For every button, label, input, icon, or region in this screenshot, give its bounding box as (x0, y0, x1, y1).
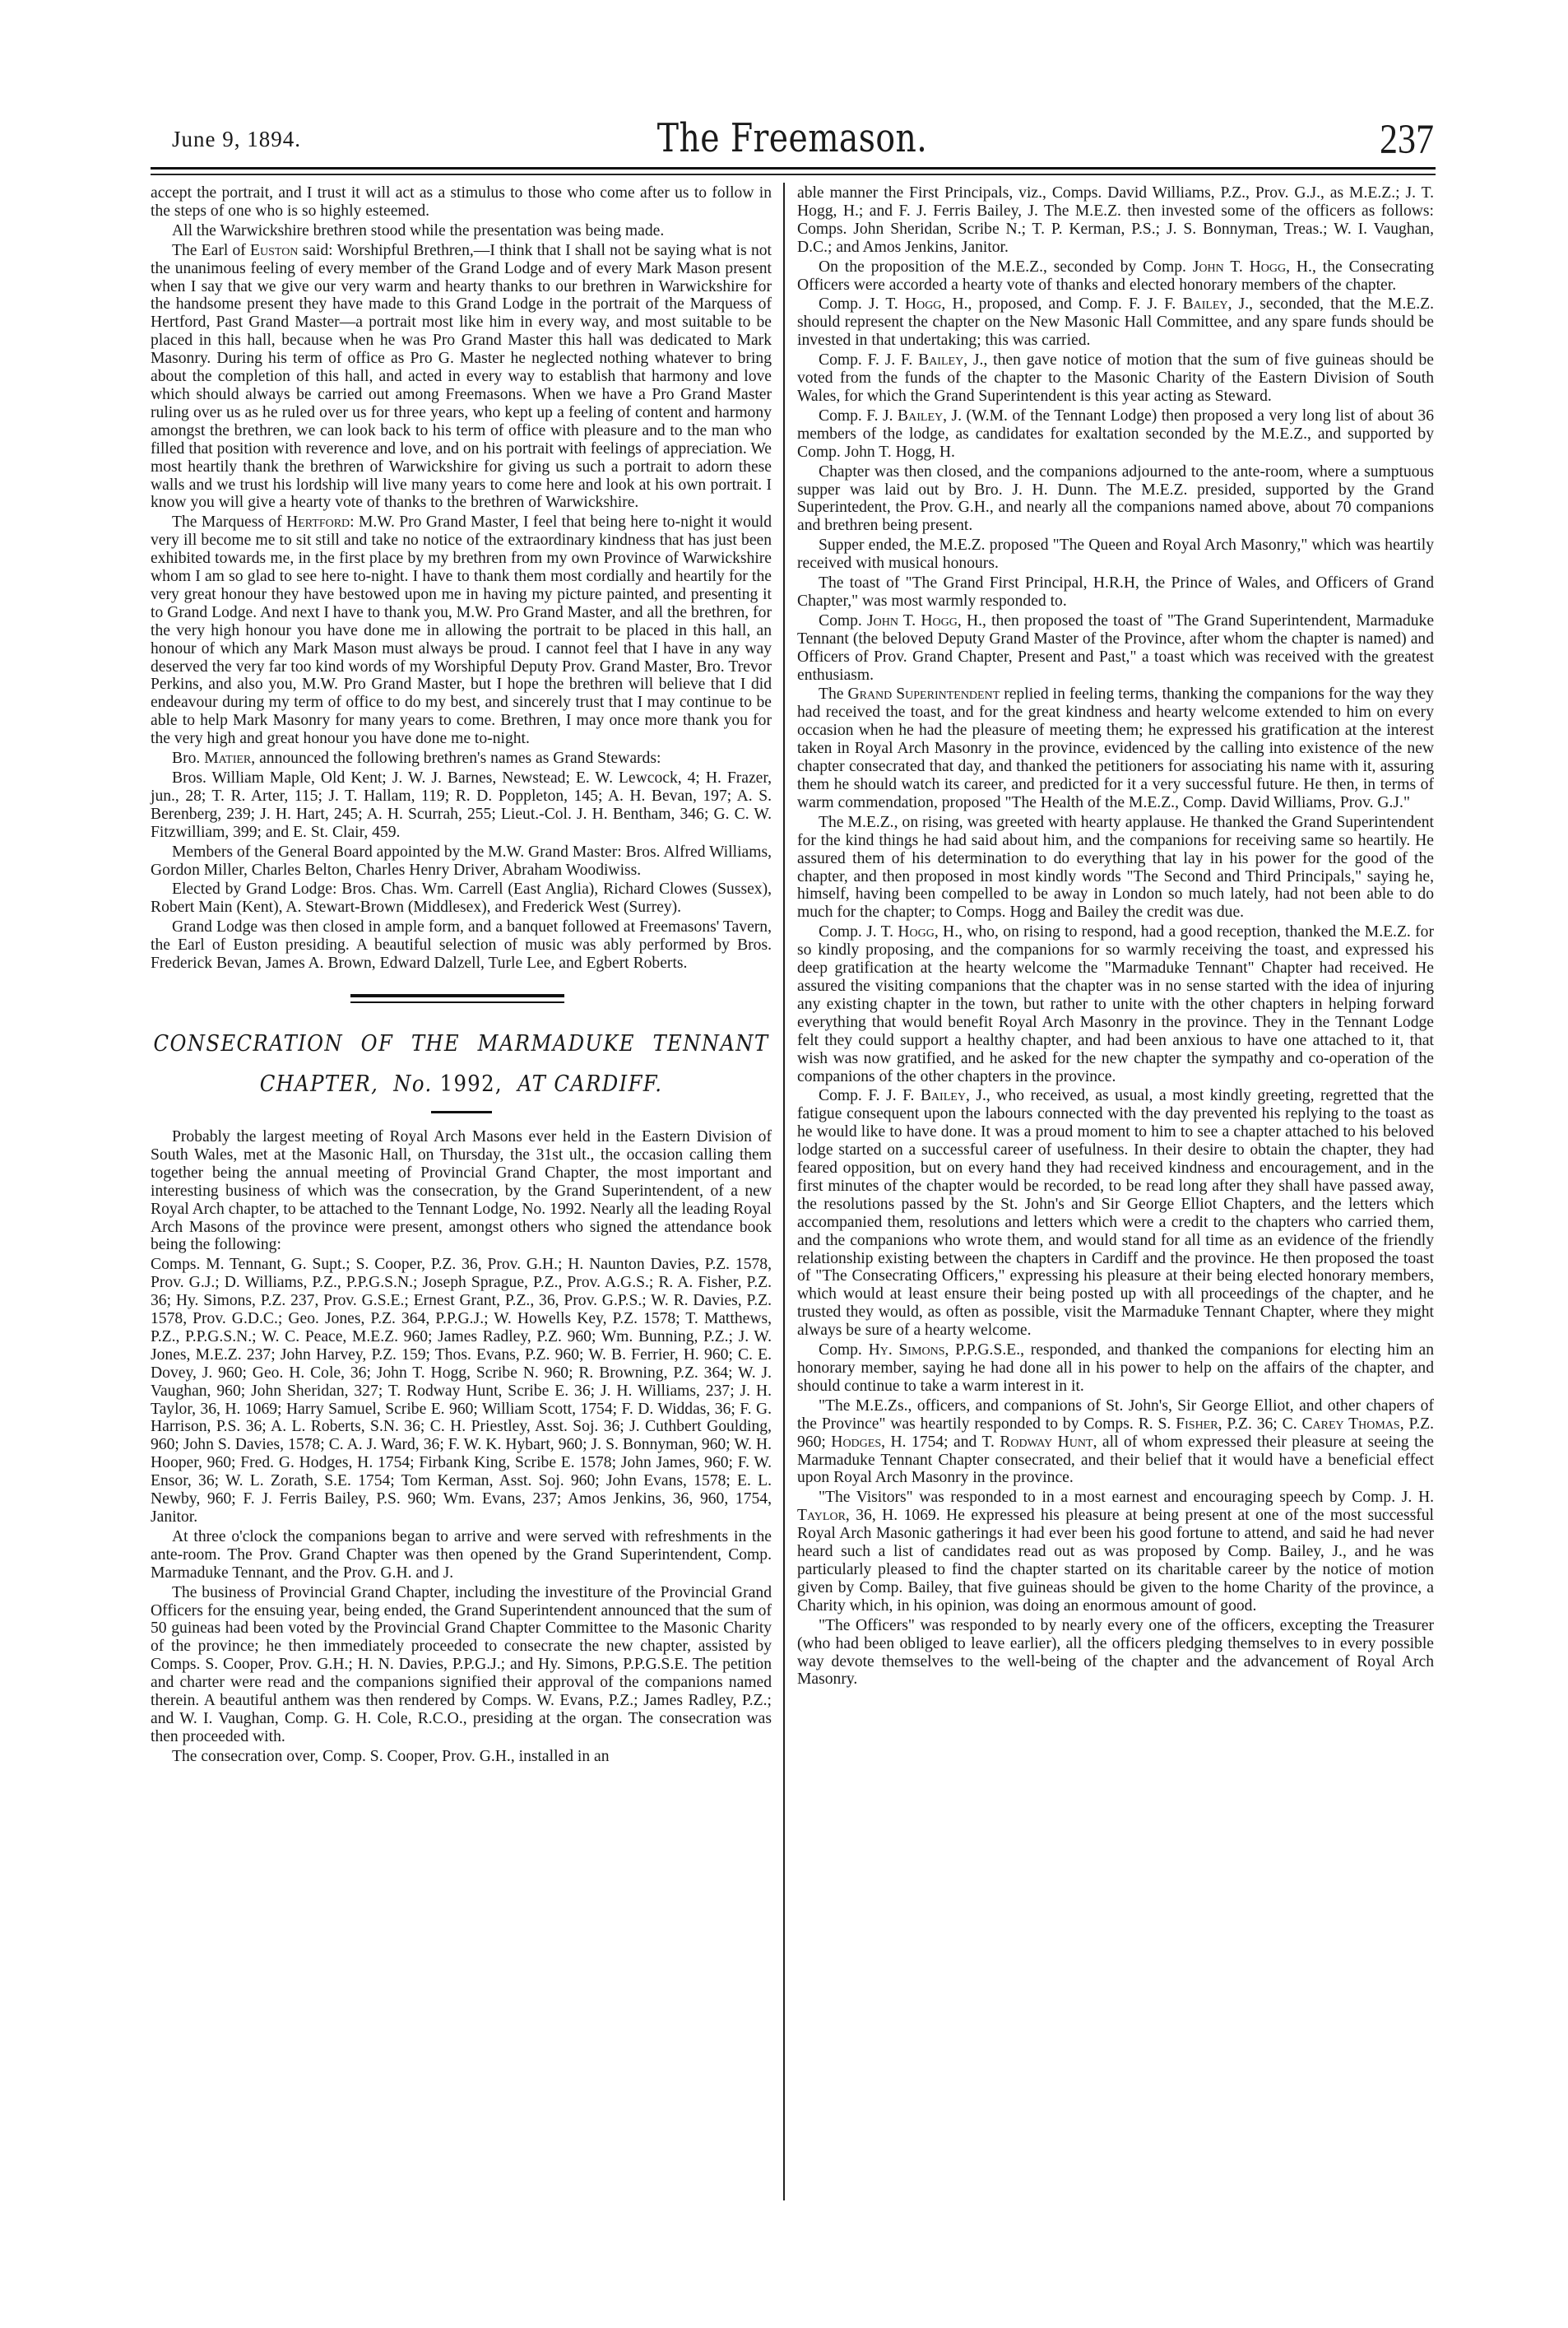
speaker-name: Hogg (898, 923, 935, 941)
paragraph-text: Comp. F. J. F. (819, 351, 919, 369)
paragraph-text: , H. 1754; and T. (881, 1433, 1000, 1451)
speaker-name: Bailey (918, 351, 964, 369)
paragraph (151, 843, 772, 880)
section-break (151, 974, 772, 1024)
paragraph (797, 1489, 1434, 1615)
paragraph-text: The Marquess of (172, 513, 287, 532)
speaker-name: John T. Hogg (1192, 258, 1287, 276)
paragraph-text: Members of the General Board appointed by the M.W. Grand Master: Bros. Alfred Williams, Gordon Miller, Charles Belton, Charles Henry Driver, Abraham Woodiwiss. (151, 843, 772, 879)
paragraph (797, 574, 1434, 611)
publication-title: The Freemason. (656, 115, 928, 161)
paragraph-text: Bro. (172, 750, 205, 768)
paragraph (797, 463, 1434, 536)
paragraph-text: , H., the Consecrating Officers were accorded a hearty vote of thanks and elected honorary members of the chapter. (797, 258, 1434, 294)
paragraph-text: , H., then proposed the toast of "The Grand Superintendent, Marmaduke Tennant (the beloved Deputy Grand Master of the Province, after whom the chapter is named) and Officers of Prov. Grand Chapter, Present and Past," a toast which was received with the greatest enthusiasm. (797, 611, 1435, 684)
paragraph-text: , P.Z. 960; (797, 1415, 1434, 1451)
paragraph (151, 1748, 772, 1766)
masthead (151, 115, 1434, 173)
speaker-name: Grand Superintendent (847, 685, 1000, 704)
speaker-name: Taylor (797, 1507, 846, 1525)
consecration-article-continuation (797, 184, 1434, 1689)
paragraph-text: , J., then gave notice of motion that the sum of five guineas should be voted from the funds of the chapter to the Masonic Charity of the Eastern Division of South Wales, for which the Grand Superintendent is this year acting as Steward. (797, 351, 1435, 405)
paragraph (151, 1256, 772, 1526)
speaker-name: Bailey (898, 407, 944, 425)
paragraph-text: The consecration over, Comp. S. Cooper, Prov. G.H., installed in an (172, 1747, 610, 1765)
article-heading-line-2: CHAPTER, No. 1992, AT CARDIFF. (259, 1071, 663, 1097)
paragraph-text: Grand Lodge was then closed in ample form, and a banquet followed at Freemasons' Tavern, the Earl of Euston presiding. A beautiful selection of music was ably performed by Bros. Frederick Bevan, James A. Brown, Edward Dalzell, Turle Lee, and Egbert Roberts. (151, 918, 772, 973)
speaker-name: Bailey (920, 1087, 966, 1105)
article-heading (154, 1024, 769, 1104)
paragraph (797, 407, 1434, 462)
paragraph-text: , J., seconded, that the M.E.Z. should represent the chapter on the New Masonic Hall Committee, and any spare funds should be invested in that undertaking; this was carried. (797, 295, 1434, 350)
heading-short-rule (431, 1111, 492, 1113)
paragraph-text: Comps. M. Tennant, G. Supt.; S. Cooper, P.Z. 36, Prov. G.H.; H. Naunton Davies, P.Z. 1578, Prov. G.J.; D. Williams, P.Z., P.P.G.S.N.; Joseph Sprague, P.Z., Prov. A.G.S.; R. A. Fisher, P.Z. 36; Hy. Simons, P.Z. 237, Prov. G.S.E.; Ernest Grant, P.Z., 36, Prov. G.P.S.; W. R. Davies, P.Z. 1578, Prov. G.D.C.; Geo. Jones, P.Z. 364, P.P.G.J.; W. Howells Key, P.Z. 1578; T. Matthews, P.Z., P.P.G.S.N.; W. C. Peace, M.E.Z. 960; James Radley, P.Z. 960; Wm. Bunning, P.Z.; J. W. Jones, M.E.Z. 237; John Harvey, P.Z. 159; Thos. Evans, P.Z. 960; W. B. Ferrier, H. 960; C. E. Dovey, J. 960; Geo. H. Cole, 36; John T. Hogg, Scribe N. 960; R. Browning, P.Z. 364; W. J. Vaughan, 960; John Sheridan, 327; T. Rodway Hunt, Scribe E. 36; J. H. Williams, 237; J. H. Taylor, 36, H. 1069; Harry Samuel, Scribe E. 960; William Scott, 1754; F. D. Widdas, 36; F. G. Harrison, P.S. 36; A. L. Roberts, S.N. 36; C. H. Priestley, Asst. Soj. 36; J. Cuthbert Goulding, 960; John S. Davies, 1578; C. A. J. Ward, 36; F. W. K. Hybart, 960; J. S. Bonnyman, 960; W. H. Hooper, 960; Fred. G. Hodges, H. 1754; Firbank King, Scribe E. 1578; John James, 960; F. W. Ensor, 36; W. L. Zorath, S.E. 1754; Tom Kerman, Asst. Soj. 960; John Evans, 1578; E. L. Newby, 960; F. J. Ferris Bailey, P.S. 960; Wm. Evans, 237; Amos Jenkins, 36, 960, 1754, Janitor. (151, 1256, 772, 1526)
paragraph-text: The toast of "The Grand First Principal, H.R.H, the Prince of Wales, and Officers of Grand Chapter," was most warmly responded to. (797, 574, 1434, 610)
speaker-name: Hy. Simons (868, 1341, 945, 1359)
paragraph (797, 612, 1434, 685)
paragraph-text: All the Warwickshire brethren stood while the presentation was being made. (172, 221, 665, 239)
paragraph (797, 1087, 1434, 1340)
paragraph-text: Comp. (819, 611, 867, 630)
paragraph-text: : M.W. Pro Grand Master, I feel that being here to-night it would very ill become me to sit still and take no notice of the extraordinary kindness that has just been exhibited towards me, in the first place by my brethren from my own Province of Warwickshire whom I am so glad to see here to-night. I have to thank them most cordially and heartily for the very great honour they have bestowed upon me in having my picture painted, and presenting it to Grand Lodge. And next I have to thank you, M.W. Pro Grand Master, and all the brethren, for the very high honour you have done me in allowing the portrait to be placed in this hall, an honour of which any Mark Mason must always be proud. I cannot feel that I have in any way deserved the very far too kind words of my Worshipful Deputy Prov. Grand Master, Bro. Trevor Perkins, and also you, M.W. Pro Grand Master, but I hope the brethren will believe that I did endeavour during my term of office to do my best, and sincerely trust that I may continue to be able to help Mark Masonry for many years to come. Brethren, I may once more thank you for the very high and great honour you have done me to-night. (151, 513, 772, 748)
article-heading-line-1: CONSECRATION OF THE MARMADUKE TENNANT (153, 1030, 769, 1057)
paragraph-text: , J., who received, as usual, a most kindly greeting, regretted that the fatigue consequent upon the labours connected with the day prevented his replying to the toast as he would like to have done. It was a proud moment to him to see a chapter attached to his beloved lodge started on a successful career of usefulness. In their desire to obtain the chapter, they had feared opposition, but on every hand they had received kindness and encouragement, and in the first minutes of the chapter would be recorded, to be read long after they shall have passed away, the resolutions passed by the St. John's and Sir George Elliot Chapters, and the letters which accompanied them, resolutions and letters which were a credit to the chapters who carried them, and the companions who wrote them, and would stand for all time as an evidence of the friendly relationship existing between the chapters in Cardiff and the province. He then proposed the toast of "The Consecrating Officers," expressing his pleasure at their being elected honorary members, which would at least ensure their being posted up with all proceedings of the chapter, and he trusted they would, as often as possible, visit the Marmaduke Tennant Chapter, where they might always be sure of a hearty welcome. (797, 1087, 1434, 1340)
speaker-name: Rodway Hunt (1000, 1433, 1093, 1451)
paragraph-text: , 36, H. 1069. He expressed his pleasure at being present at one of the most successful Royal Arch Masonic gatherings it had ever been his good fortune to attend, and said he had never heard such a list of candidates read out as was proposed by Comp. Bailey, J., and he was particularly pleased to find the chapter started on its charitable career by the notice of motion given by Comp. Bailey, that five guineas should be given to the home Charity of the province, a Charity which, in his opinion, was doing an enormous amount of good. (797, 1507, 1434, 1615)
paragraph (151, 513, 772, 748)
paragraph (797, 351, 1434, 406)
paragraph-text: "The M.E.Zs., officers, and companions of St. John's, Sir George Elliot, and other chapers of the Province" was heartily responded to by Comps. R. S. (797, 1396, 1434, 1433)
paragraph (151, 222, 772, 240)
paragraph (797, 814, 1434, 922)
paragraph-text: , P.P.G.S.E., responded, and thanked the companions for electing him an honorary member, saying he had done all in his power to help on the affairs of the chapter, and should continue to take a warm interest in it. (797, 1341, 1434, 1395)
page-number: 237 (1380, 116, 1434, 163)
paragraph-text: Comp. J. T. (819, 295, 905, 314)
paragraph (797, 1341, 1434, 1396)
left-column (151, 184, 772, 1768)
masthead-rule-thick (151, 167, 1436, 170)
paragraph (151, 881, 772, 917)
paragraph-text: said: Worshipful Brethren,—I think that I shall not be saying what is not the unanimous feeling of every member of the Grand Lodge and of every Mark Mason present when I say that we give our very warm and hearty thanks to our brethren in Warwickshire for the handsome present they have made to this Grand Lodge in the portrait of the Marquess of Hertford, Past Grand Master—a portrait most like him in every way, and most suitable to be placed in this hall, because when he was Pro Grand Master this hall was dedicated to Mark Masonry. During his term of office as Pro G. Master he neglected nothing whatever to bring about the completion of this hall, and acted in every way to establish that harmony and love which should always be carried out among Freemasons. When we have a Pro Grand Master ruling over us as he ruled over us for three years, who kept up a feeling of content and harmony amongst the brethren, we can look back to his term of office with pleasure and to the man who filled that position with reverence and love, and on his portrait with feelings of appreciation. We most heartily thank the brethren of Warwickshire for giving us such a portrait to adorn these walls and we trust his lordship will live many years to come here and look at his own portrait. I know you will give a hearty vote of thanks to the brethren of Warwickshire. (151, 241, 772, 512)
consecration-article-body (151, 1128, 772, 1766)
paragraph (151, 1584, 772, 1746)
paragraph-text: Probably the largest meeting of Royal Arch Masons ever held in the Eastern Division of South Wales, met at the Masonic Hall, on Thursday, the 31st ult., the occasion calling them together being the annual meeting of Provincial Grand Chapter, the most important and interesting business of which was the consecration, by the Grand Superintendent, of a new Royal Arch chapter, to be attached to the Tennant Lodge, No. 1992. Nearly all the leading Royal Arch Masons of the province were present, amongst others who signed the attendance book being the following: (151, 1127, 772, 1254)
paragraph-text: Elected by Grand Lodge: Bros. Chas. Wm. Carrell (East Anglia), Richard Clowes (Sussex), Robert Main (Kent), A. Stewart-Brown (Middlesex), and Frederick West (Surrey). (151, 881, 772, 917)
paragraph-text: "The Officers" was responded to by nearly every one of the officers, excepting the Treasurer (who had been obliged to leave earlier), all the officers pledging themselves to in every possible way devote themselves to the well-being of the chapter and the advancement of Royal Arch Masonry. (797, 1616, 1434, 1689)
paragraph-text: Supper ended, the M.E.Z. proposed "The Queen and Royal Arch Masonry," which was heartily received with musical honours. (797, 537, 1434, 573)
right-column (797, 184, 1434, 1690)
paragraph-text: On the proposition of the M.E.Z., seconded by Comp. (819, 258, 1193, 276)
paragraph-text: Comp. F. J. F. (819, 1087, 921, 1105)
speaker-name: Fisher (1176, 1415, 1218, 1433)
paragraph-text: , H., who, on rising to respond, had a good reception, thanked the M.E.Z. for so kindly proposing, and the companions for so warmly receiving the toast, and expressed his deep gratification at the hearty welcome the "Marmaduke Tennant" Chapter had received. He assured the visiting companions that the chapter was in no sense started with the idea of injuring any existing chapter in the town, but rather to unite with the other chapters in helping forward everything that would benefit Royal Arch Masonry in the province. They in the Tennant Lodge felt they could support a healthy chapter, and had been anxious to have one attached to it, that wish was now gratified, and he asked for the new chapter the sympathy and co-operation of the companions of the other chapters in the province. (797, 923, 1434, 1085)
paragraph (797, 685, 1434, 811)
paragraph-text: Comp. (819, 1341, 869, 1359)
section-double-rule (350, 974, 564, 1003)
speaker-name: Hodges (831, 1433, 882, 1451)
paragraph-text: , P.Z. 36; C. (1218, 1415, 1302, 1433)
speaker-name: Hertford (286, 513, 350, 532)
paragraph (797, 295, 1434, 350)
issue-date: June 9, 1894. (172, 127, 301, 151)
paragraph-text: The Earl of (172, 241, 251, 259)
paragraph-text: Comp. J. T. (819, 923, 898, 941)
paragraph-text: Comp. F. J. (819, 407, 898, 425)
paragraph (797, 537, 1434, 573)
paragraph (151, 1128, 772, 1254)
paragraph (151, 918, 772, 973)
paragraph-text: , announced the following brethren's names as Grand Stewards: (251, 750, 661, 768)
paragraph (797, 1617, 1434, 1689)
paragraph-text: The business of Provincial Grand Chapter, including the investiture of the Provincial Grand Officers for the ensuing year, being ended, the Grand Superintendent announced that the sum of 50 guineas had been voted by the Provincial Grand Chapter Committee to the Masonic Charity of the province; he then immediately proceeded to consecrate the new chapter, assisted by Comps. S. Cooper, Prov. G.H.; H. N. Davies, P.P.G.J.; and Hy. Simons, P.P.G.S.E. The petition and charter were read and the companions signified their approval of the companions named therein. A beautiful anthem was then rendered by Comps. W. Evans, P.Z.; James Radley, P.Z.; and W. I. Vaughan, Comp. G. H. Cole, R.C.O., presiding at the organ. The consecration was then proceeded with. (151, 1583, 772, 1745)
paragraph-text: able manner the First Principals, viz., Comps. David Williams, P.Z., Prov. G.J., as M.E.Z.; J. T. Hogg, H.; and F. J. Ferris Bailey, J. The M.E.Z. then invested some of the officers as follows: Comps. John Sheridan, Scribe N.; T. P. Kerman, P.S.; J. S. Bonnyman, Treas.; W. I. Vaughan, D.C.; and Amos Jenkins, Janitor. (797, 184, 1434, 256)
paragraph-text: , H., proposed, and Comp. F. J. F. (941, 295, 1183, 314)
paragraph (797, 258, 1434, 295)
paragraph-text: The (819, 685, 848, 704)
paragraph (797, 1397, 1434, 1488)
speaker-name: Hogg (904, 295, 942, 314)
paragraph-text: At three o'clock the companions began to arrive and were served with refreshments in the ante-room. The Prov. Grand Chapter was then opened by the Grand Superintendent, Comp. Marmaduke Tennant, and the Prov. G.H. and J. (151, 1527, 772, 1582)
grand-lodge-report-continuation (151, 184, 772, 973)
paragraph (151, 769, 772, 842)
paragraph-text: replied in feeling terms, thanking the companions for the way they had received the toast, and for the great kindness and hearty welcome extended to him on every occasion when he had the pleasure of meeting them; he expressed his gratification at the interest taken in Royal Arch Masonry in the province, evidenced by the calling into existence of the new chapter consecrated that day, and thanked the petitioners for associating his name with it, assuring them he should watch its career, and predicted for it a very successful future. He then, in terms of warm commendation, proposed "The Health of the M.E.Z., Comp. David Williams, Prov. G.J." (797, 685, 1434, 811)
paragraph-text: , all of whom expressed their pleasure at seeing the Marmaduke Tennant Chapter consecrated, and their belief that it would have a beneficial effect upon Royal Arch Masonry in the province. (797, 1433, 1434, 1487)
paragraph-text: The M.E.Z., on rising, was greeted with hearty applause. He thanked the Grand Superintendent for the kind things he had said about him, and the companions for receiving same so heartily. He assured them of his determination to do everything that lay in his power for the good of the chapter, and then proposed in most kindly words "The Second and Third Principals," saying he, himself, having been compelled to be away in London so much lately, had not been able to do much for the chapter; to Comps. Hogg and Bailey the credit was due. (797, 813, 1434, 922)
speaker-name: Matier (204, 750, 252, 768)
paragraph (797, 923, 1434, 1085)
paragraph (797, 184, 1434, 257)
speaker-name: John T. Hogg (867, 611, 958, 630)
paragraph (151, 242, 772, 513)
paragraph-text: Bros. William Maple, Old Kent; J. W. J. Barnes, Newstead; E. W. Lewcock, 4; H. Frazer, jun., 28; T. R. Arter, 115; J. T. Hallam, 119; R. D. Poppleton, 145; A. H. Bevan, 197; A. S. Berenberg, 239; J. H. Hart, 245; A. H. Scurrah, 255; Lieut.-Col. J. H. Bentham, 346; G. C. W. Fitzwilliam, 399; and E. St. Clair, 459. (151, 769, 772, 841)
speaker-name: Carey Thomas (1301, 1415, 1400, 1433)
paragraph (151, 1528, 772, 1582)
paragraph-text: accept the portrait, and I trust it will act as a stimulus to those who come after us to follow in the steps of one who is so highly esteemed. (151, 184, 772, 220)
column-divider (783, 183, 785, 2200)
masthead-rule-thin (151, 174, 1436, 175)
paragraph-text: "The Visitors" was responded to in a most earnest and encouraging speech by Comp. J. H. (819, 1489, 1434, 1507)
paragraph (151, 184, 772, 221)
paragraph-text: , J. (W.M. of the Tennant Lodge) then proposed a very long list of about 36 members of the lodge, as candidates for exaltation seconded by the M.E.Z., and supported by Comp. John T. Hogg, H. (797, 407, 1435, 461)
speaker-name: Euston (250, 241, 299, 259)
paragraph-text: Chapter was then closed, and the companions adjourned to the ante-room, where a sumptuous supper was laid out by Bro. J. H. Dunn. The M.E.Z. presided, supported by the Grand Superintedent, the Prov. G.H., and nearly all the companions named above, about 70 companions and brethren being present. (797, 462, 1434, 535)
speaker-name: Bailey (1182, 295, 1228, 314)
paragraph (151, 750, 772, 768)
